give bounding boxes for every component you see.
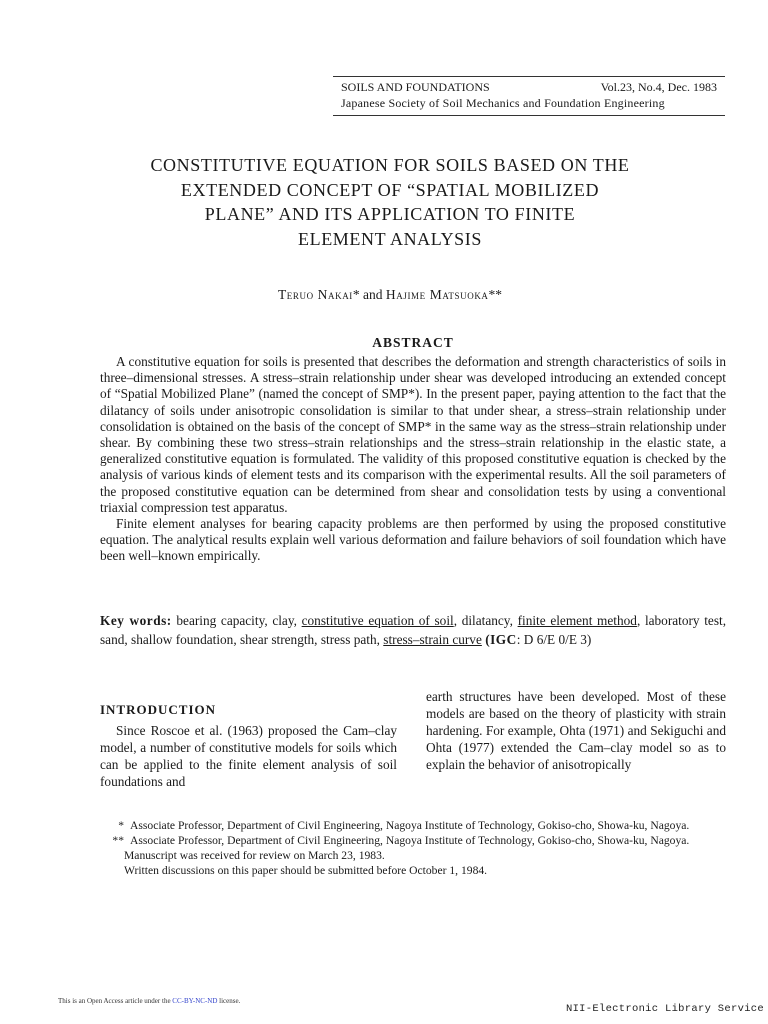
introduction-right-column [426,688,726,773]
discussion-deadline: Written discussions on this paper should be submitted before October 1, 1984. [124,864,488,877]
manuscript-received: Manuscript was received for review on March 23, 1983. [124,849,385,862]
keyword: bearing capacity, clay, [176,613,297,628]
igc-label: (IGC [485,632,517,647]
abstract-heading: ABSTRACT [372,335,454,350]
footnote-mark: ** [112,834,124,847]
title-line: ELEMENT ANALYSIS [298,228,482,249]
title-line: CONSTITUTIVE EQUATION FOR SOILS BASED ON THE [150,155,630,175]
footnote [100,818,726,833]
keywords-label: Key words [100,613,167,628]
author-2-mark: ** [488,287,503,302]
abstract-paragraph: A constitutive equation for soils is presented that describes the deformation and strength characteristics of soils in three–dimensional stresses. A stress–strain relationship under shear was developed introducing an extended concept of “Spatial Mobilized Plane” (named the concept of SMP*). In the present paper, paying attention to the fact that the dilatancy of soils under anisotropic consolidation is similar to that under shear, a stress–strain relationship under consolidation is obtained on the basis of the concept of SMP* in the same way as the stress–strain relationship under shear. By combining these two stress–strain relationships and the stress–strain relationship in the elastic state, a generalized constitutive equation is formulated. The validity of this proposed constitutive equation is checked by the analysis of various kinds of element tests and its comparison with the experimental results. All the soil parameters of the proposed constitutive equation can be determined from shear and consolidation tests by using a conventional triaxial compression test apparatus. [100,354,726,515]
header-bottom-rule [333,115,725,116]
journal-volume: Vol.23, No.4, Dec. 1983 [600,80,717,94]
journal-society: Japanese Society of Soil Mechanics and Foundation Engineering [341,96,665,110]
license-prefix: This is an Open Access article under the [58,997,171,1005]
author-conjunction: and [363,287,383,302]
introduction-paragraph: Since Roscoe et al. (1963) proposed the Cam–clay model, a number of constitutive models for soils which can be applied to the finite element analysis of soil foundations and [100,723,397,789]
author-2: Hajime Matsuoka [385,287,489,302]
introduction-paragraph-continued: earth structures have been developed. Most of these models are based on the theory of plasticity with strain hardening. For example, Ohta (1971) and Sekiguchi and Ohta (1977) extended the Cam–clay model so as to explain the behavior of anisotropically [426,689,726,772]
keyword-underlined: finite element method [517,613,637,628]
author-1-mark: * [352,287,360,302]
footnote-text: Associate Professor, Department of Civil Engineering, Nagoya Institute of Technology, Gokiso-cho, Showa-ku, Nagoya. [130,834,690,847]
igc-value: : D 6/E 0/E 3) [516,632,592,647]
license-link[interactable]: CC-BY-NC-ND [172,997,218,1005]
footnote-mark: * [118,819,124,832]
keywords [100,611,726,649]
introduction-heading: INTRODUCTION [100,702,217,717]
footnote-text: Associate Professor, Department of Civil Engineering, Nagoya Institute of Technology, Gokiso-cho, Showa-ku, Nagoya. [130,819,690,832]
keywords-separator: : [166,613,172,628]
author-1: Teruo Nakai [277,287,353,302]
journal-name: SOILS AND FOUNDATIONS [341,80,490,94]
abstract-body [100,354,726,565]
introduction-left-column [100,701,397,790]
authors [100,287,680,303]
keyword-underlined: constitutive equation of soil [301,613,454,628]
service-stamp: NII-Electronic Library Service [565,1003,764,1015]
footnote [100,833,726,848]
footnotes [100,818,726,878]
abstract-paragraph: Finite element analyses for bearing capacity problems are then performed by using the proposed constitutive equation. The analytical results explain well various deformation and failure behaviors of soil foundation which have been well–known empirically. [100,516,726,564]
journal-header [333,76,725,116]
keyword-underlined: stress–strain curve [383,632,482,647]
title-line: PLANE” AND ITS APPLICATION TO FINITE [204,204,576,224]
title-line: EXTENDED CONCEPT OF “SPATIAL MOBILIZED [180,179,600,200]
license-notice [58,997,240,1005]
license-suffix: license. [219,997,241,1005]
keyword: , dilatancy, [453,613,513,628]
paper-title [100,153,680,251]
keyword: , laboratory test, sand, shallow foundation, shear strength, stress path, [100,613,727,647]
